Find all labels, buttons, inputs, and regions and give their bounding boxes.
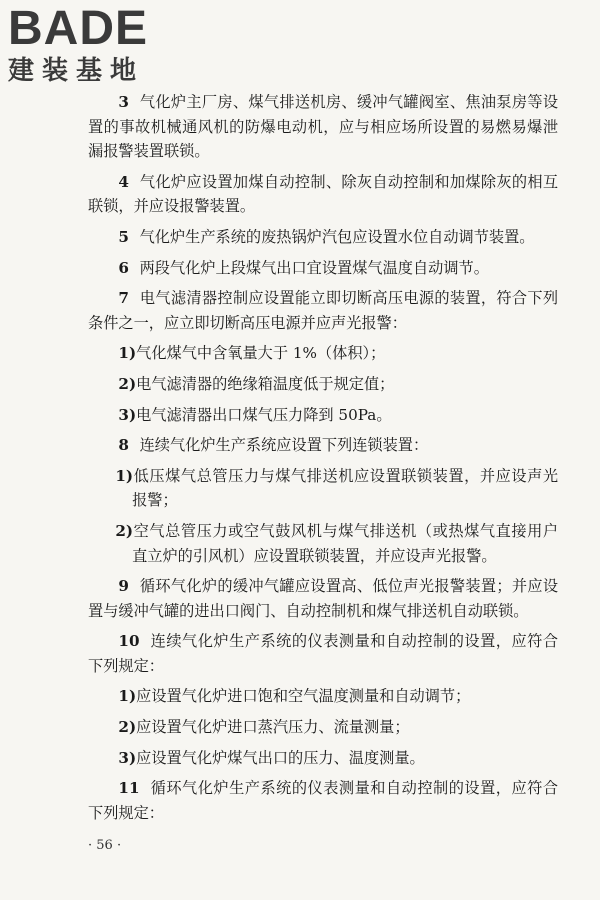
item-number: 2) <box>118 718 137 737</box>
item-text: 应设置气化炉进口饱和空气温度测量和自动调节； <box>136 687 471 706</box>
clause-10 <box>88 629 558 678</box>
clause-9 <box>88 574 558 623</box>
item-number: 3) <box>118 748 137 767</box>
clause-text: 气化炉应设置加煤自动控制、除灰自动控制和加煤除灰的相互联锁，并应设报警装置。 <box>88 172 558 216</box>
clause-number: 5 <box>118 227 129 246</box>
clause-text: 循环气化炉的缓冲气罐应设置高、低位声光报警装置；并应设置与缓冲气罐的进出口阀门、自动控制机和煤气排送机自动联锁。 <box>88 577 558 620</box>
item-text: 电气滤清器出口煤气压力降到 50Pa。 <box>136 405 392 424</box>
clause-3 <box>88 90 558 164</box>
clause-6 <box>88 256 558 281</box>
clause-text: 连续气化炉生产系统应设置下列连锁装置： <box>139 436 429 455</box>
clause-10-item-1 <box>88 684 558 709</box>
clause-number: 3 <box>118 93 129 111</box>
clause-10-item-3 <box>88 746 558 771</box>
clause-4 <box>88 170 558 219</box>
bade-logo <box>8 4 178 88</box>
item-text: 应设置气化炉煤气出口的压力、温度测量。 <box>136 748 425 767</box>
item-text: 电气滤清器的绝缘箱温度低于规定值； <box>136 374 395 393</box>
item-number: 1) <box>118 344 137 363</box>
item-number: 1) <box>115 466 134 485</box>
clause-number: 6 <box>118 258 129 277</box>
item-number: 1) <box>118 687 137 706</box>
clause-11 <box>88 776 558 825</box>
clause-8 <box>88 433 558 458</box>
clause-10-item-2 <box>88 715 558 740</box>
clause-text: 两段气化炉上段煤气出口宜设置煤气温度自动调节。 <box>139 258 489 277</box>
logo-subtitle: 建装基地 <box>8 56 145 86</box>
clause-5 <box>88 225 558 250</box>
clause-number: 8 <box>118 436 129 455</box>
clause-number: 10 <box>118 632 140 651</box>
clause-7-item-3 <box>88 403 558 428</box>
item-text: 气化煤气中含氧量大于 1%（体积）； <box>136 344 386 363</box>
page-number: · 56 · <box>88 838 122 853</box>
clause-text: 气化炉生产系统的废热锅炉汽包应设置水位自动调节装置。 <box>139 227 535 246</box>
clause-8-item-1 <box>88 464 558 513</box>
clause-number: 9 <box>118 577 129 596</box>
clause-text: 气化炉主厂房、煤气排送机房、缓冲气罐阀室、焦油泵房等设置的事故机械通风机的防爆电动机，应与相应场所设置的易燃易爆泄漏报警装置联锁。 <box>88 93 558 161</box>
clause-8-item-2 <box>88 519 558 568</box>
clause-number: 7 <box>118 289 129 308</box>
item-text: 空气总管压力或空气鼓风机与煤气排送机（或热煤气直接用户直立炉的引风机）应设置联锁装置，并应设声光报警。 <box>132 521 558 565</box>
item-number: 2) <box>118 374 137 393</box>
clause-text: 连续气化炉生产系统的仪表测量和自动控制的设置，应符合下列规定： <box>88 632 558 675</box>
clause-text: 循环气化炉生产系统的仪表测量和自动控制的设置，应符合下列规定： <box>88 779 558 822</box>
item-number: 3) <box>118 405 137 424</box>
clause-7-item-1 <box>88 341 558 366</box>
document-body <box>88 90 558 831</box>
clause-7 <box>88 286 558 335</box>
item-number: 2) <box>115 521 134 540</box>
item-text: 应设置气化炉进口蒸汽压力、流量测量； <box>136 718 410 737</box>
clause-7-item-2 <box>88 372 558 397</box>
clause-number: 4 <box>118 172 129 191</box>
clause-text: 电气滤清器控制应设置能立即切断高压电源的装置，符合下列条件之一，应立即切断高压电源并应声光报警： <box>88 289 558 332</box>
item-text: 低压煤气总管压力与煤气排送机应设置联锁装置，并应设声光报警； <box>132 466 558 510</box>
clause-number: 11 <box>118 779 140 798</box>
logo-brand: BADE <box>8 2 149 55</box>
